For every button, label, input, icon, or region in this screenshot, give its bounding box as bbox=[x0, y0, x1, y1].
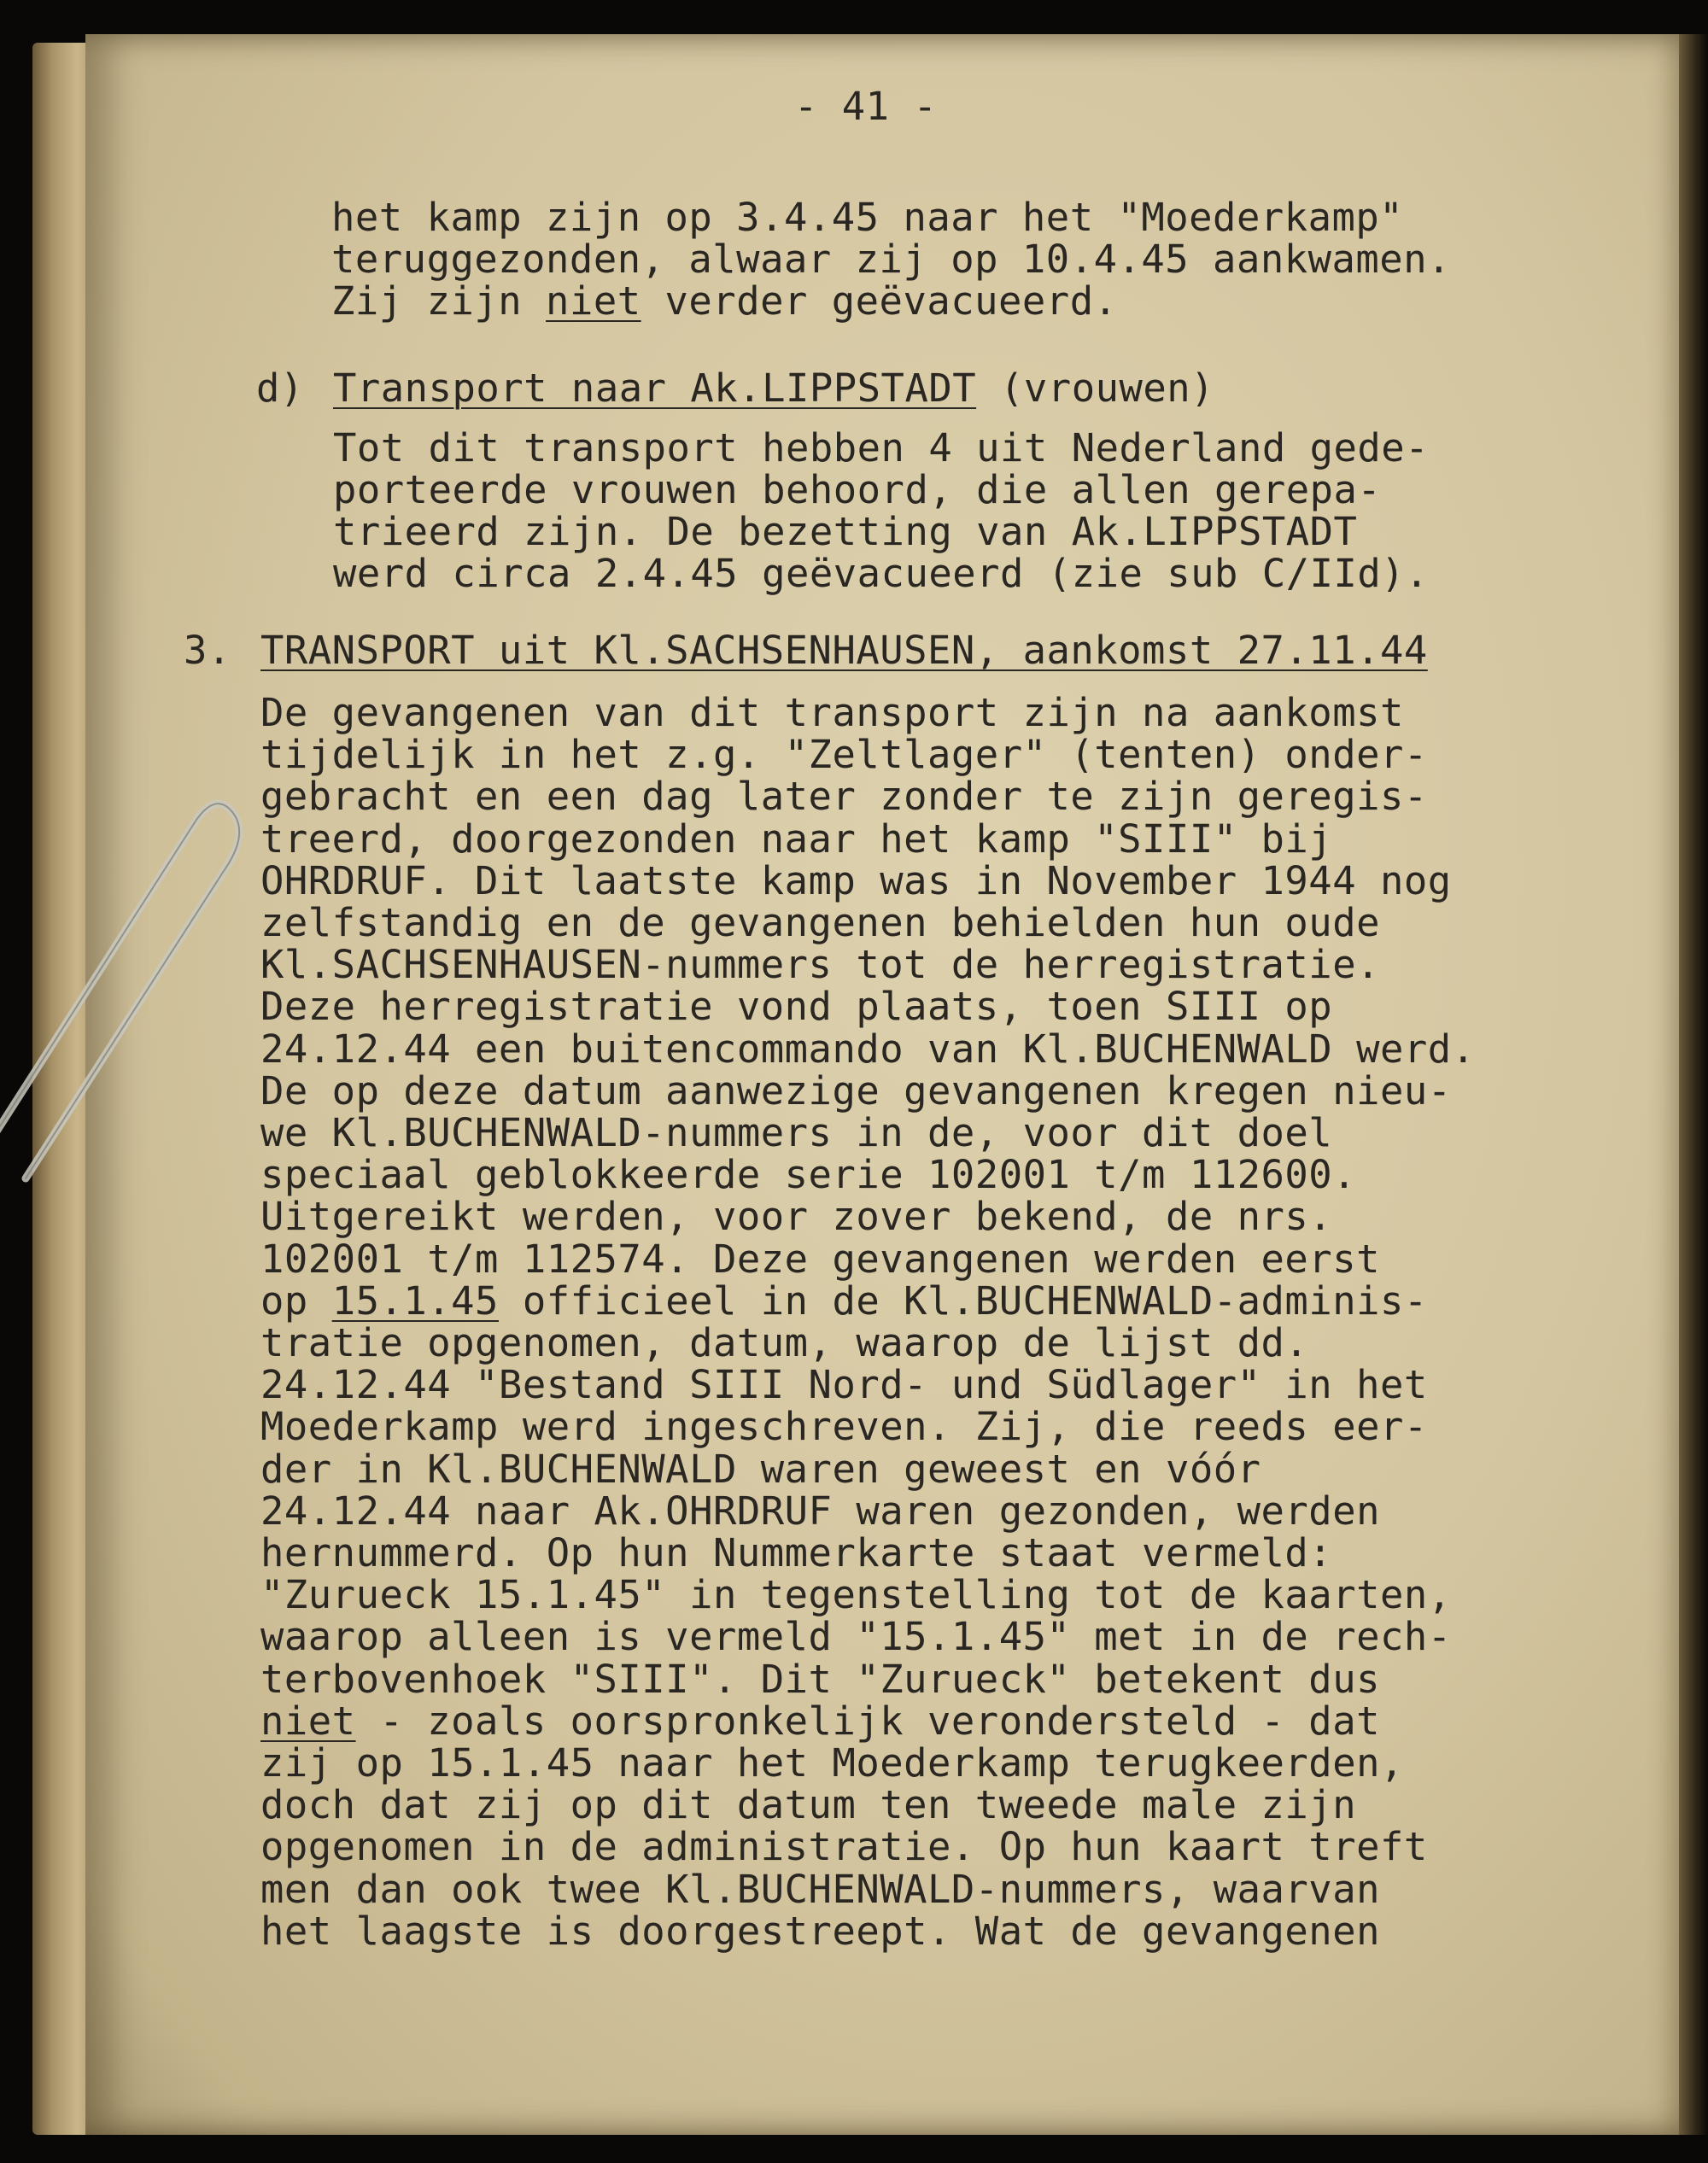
text-segment: Uitgereikt werden, voor zover bekend, de nrs. bbox=[260, 1194, 1333, 1240]
text-segment: 24.12.44 naar Ak.OHRDRUF waren gezonden, werden bbox=[260, 1488, 1380, 1534]
paragraph-c-continuation bbox=[331, 196, 1451, 322]
text-segment: hernummerd. Op hun Nummerkarte staat vermeld: bbox=[260, 1530, 1333, 1576]
body-line bbox=[260, 1194, 1332, 1239]
text-segment: De gevangenen van dit transport zijn na aankomst bbox=[260, 690, 1404, 735]
body-line bbox=[260, 1572, 1452, 1617]
body-line bbox=[260, 1530, 1332, 1575]
body-line bbox=[260, 1782, 1356, 1827]
body-line bbox=[260, 690, 1404, 735]
body-line bbox=[260, 1740, 1404, 1786]
body-line bbox=[260, 1488, 1380, 1534]
text-line: Zij zijn bbox=[331, 278, 547, 324]
section-body bbox=[260, 692, 1476, 1952]
body-line bbox=[260, 858, 1452, 903]
text-segment: Kl.SACHSENHAUSEN-nummers tot de herregistratie. bbox=[260, 942, 1380, 988]
item-d-body: Tot dit transport hebben 4 uit Nederland gede- porteerde vrouwen behoord, die allen gerepa- trieerd zijn. De bezetting van Ak.LIPPSTADT werd circa 2.4.45 geëvacueerd (zie sub C/IId). bbox=[333, 425, 1430, 596]
body-line bbox=[260, 1614, 1452, 1659]
body-line bbox=[260, 1152, 1356, 1197]
section-number: 3. bbox=[184, 628, 231, 673]
body-line bbox=[260, 1824, 1428, 1869]
body-line bbox=[260, 1026, 1476, 1072]
text-segment: speciaal geblokkeerde serie 102001 t/m 112600. bbox=[260, 1152, 1357, 1198]
text-segment: zelfstandig en de gevangenen behielden hun oude bbox=[260, 900, 1380, 946]
text-segment: OHRDRUF. Dit laatste kamp was in November 1944 nog bbox=[260, 857, 1452, 903]
body-line bbox=[260, 1278, 1428, 1324]
item-d-heading-rest: (vrouwen) bbox=[976, 365, 1215, 411]
section-heading: TRANSPORT uit Kl.SACHSENHAUSEN, aankomst 27.11.44 bbox=[260, 628, 1428, 673]
text-segment: op bbox=[260, 1277, 332, 1324]
text-line: verder geëvacueerd. bbox=[640, 278, 1118, 324]
item-d-label: d) bbox=[256, 365, 304, 411]
text-segment: gebracht en een dag later zonder te zijn geregis- bbox=[260, 774, 1428, 820]
text-segment: treerd, doorgezonden naar het kamp "SIII" bij bbox=[260, 816, 1333, 862]
underlined-word: 15.1.45 bbox=[331, 1277, 499, 1324]
book-binding-edge bbox=[1679, 34, 1708, 2135]
text-segment: opgenomen in de administratie. Op hun kaart treft bbox=[260, 1824, 1428, 1870]
text-segment: waarop alleen is vermeld "15.1.45" met in de rech- bbox=[260, 1614, 1452, 1660]
underlined-word: niet bbox=[260, 1698, 356, 1744]
body-line bbox=[260, 1447, 1261, 1492]
body-line bbox=[260, 1404, 1428, 1449]
text-segment: doch dat zij op dit datum ten tweede male zijn bbox=[260, 1782, 1357, 1828]
text-segment: tratie opgenomen, datum, waarop de lijst dd. bbox=[260, 1320, 1309, 1366]
body-line bbox=[260, 1698, 1380, 1744]
body-line bbox=[260, 942, 1380, 987]
text-segment: Deze herregistratie vond plaats, toen SIII op bbox=[260, 984, 1333, 1030]
item-d-heading bbox=[333, 367, 1214, 409]
text-segment: officieel in de Kl.BUCHENWALD-adminis- bbox=[498, 1277, 1428, 1324]
text-segment: tijdelijk in het z.g. "Zeltlager" (tenten) onder- bbox=[260, 732, 1428, 778]
body-line bbox=[260, 1068, 1452, 1114]
text-segment: De op deze datum aanwezige gevangenen kregen nieu- bbox=[260, 1067, 1452, 1114]
text-segment: men dan ook twee Kl.BUCHENWALD-nummers, waarvan bbox=[260, 1866, 1380, 1912]
text-segment: der in Kl.BUCHENWALD waren geweest en vóór bbox=[260, 1446, 1261, 1492]
paper-clip bbox=[0, 794, 273, 1187]
text-segment: zij op 15.1.45 naar het Moederkamp terugkeerden, bbox=[260, 1740, 1404, 1786]
text-segment: 24.12.44 een buitencommando van Kl.BUCHENWALD werd. bbox=[260, 1026, 1476, 1072]
text-segment: Moederkamp werd ingeschreven. Zij, die reeds eer- bbox=[260, 1404, 1428, 1450]
text-segment: we Kl.BUCHENWALD-nummers in de, voor dit doel bbox=[260, 1110, 1333, 1156]
body-line bbox=[260, 816, 1332, 862]
body-line bbox=[260, 1909, 1380, 1954]
body-line bbox=[260, 732, 1428, 777]
body-line bbox=[260, 984, 1332, 1029]
body-line bbox=[260, 900, 1380, 945]
body-line bbox=[260, 774, 1428, 819]
page-number: - 41 - bbox=[794, 84, 938, 129]
underlined-word: niet bbox=[546, 278, 641, 324]
body-line bbox=[260, 1362, 1428, 1407]
body-line bbox=[260, 1320, 1308, 1365]
text-segment: terbovenhoek "SIII". Dit "Zurueck" betekent dus bbox=[260, 1656, 1380, 1702]
text-segment: 102001 t/m 112574. Deze gevangenen werden eerst bbox=[260, 1236, 1380, 1282]
body-line bbox=[260, 1110, 1332, 1155]
body-line bbox=[260, 1236, 1380, 1282]
text-segment: het laagste is doorgestreept. Wat de gevangenen bbox=[260, 1908, 1380, 1954]
text-line: teruggezonden, alwaar zij op 10.4.45 aankwamen. bbox=[331, 237, 1451, 282]
body-line bbox=[260, 1657, 1380, 1702]
body-line bbox=[260, 1867, 1380, 1912]
text-segment: "Zurueck 15.1.45" in tegenstelling tot de kaarten, bbox=[260, 1572, 1452, 1618]
text-segment: - zoals oorspronkelijk verondersteld - dat bbox=[355, 1698, 1380, 1744]
item-d-heading-underlined: Transport naar Ak.LIPPSTADT bbox=[333, 365, 977, 411]
text-line: het kamp zijn op 3.4.45 naar het "Moederkamp" bbox=[331, 195, 1404, 240]
text-segment: 24.12.44 "Bestand SIII Nord- und Südlager" in het bbox=[260, 1362, 1428, 1408]
